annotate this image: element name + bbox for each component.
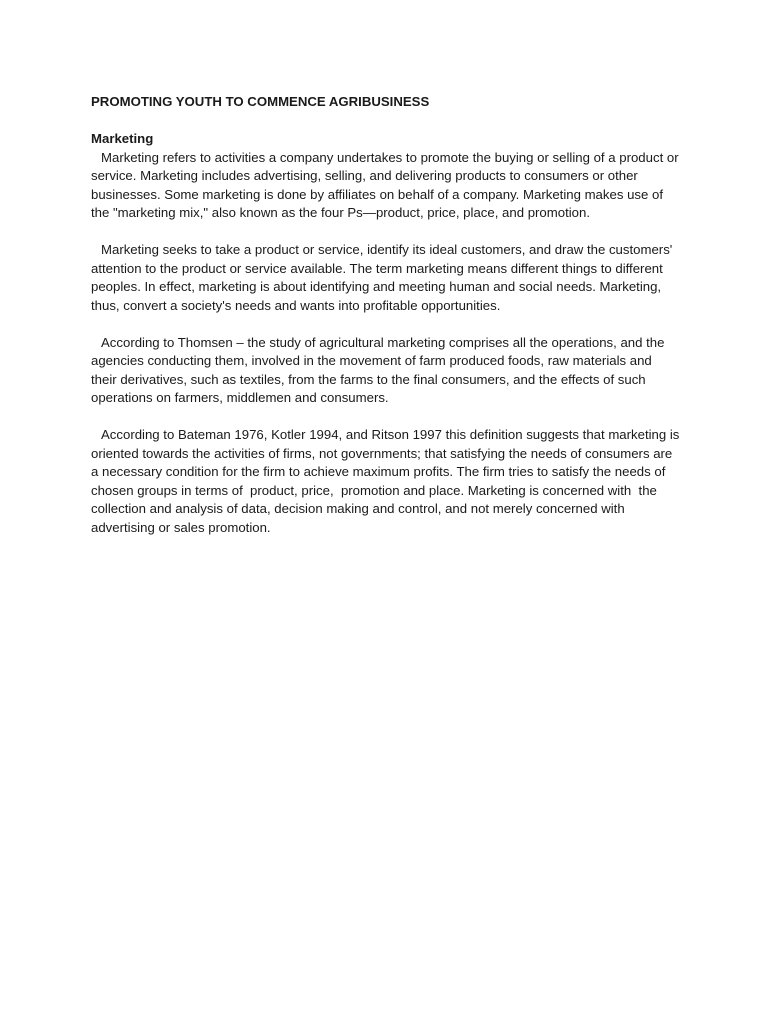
paragraph-definition: Marketing refers to activities a company undertakes to promote the buying or selling of a product or service. Marketing includes advertising, selling, and delivering products to consumers or other businesses. Some marketing is done by affiliates on behalf of a company. Marketing makes use of the "marketing mix," also known as the four Ps—product, price, place, and promotion. — [91, 149, 683, 220]
paragraph-thomsen: According to Thomsen – the study of agricultural marketing comprises all the operations, and the agencies conducting them, involved in the movement of farm produced foods, raw materials and their derivatives, such as textiles, from the farms to the final consumers, and the effects of such operations on farmers, middlemen and consumers. — [91, 334, 669, 405]
paragraph-bateman-kotler-ritson: According to Bateman 1976, Kotler 1994, and Ritson 1997 this definition suggests that marketing is oriented towards the activities of firms, not governments; that satisfying the needs of consumers are a necessary condition for the firm to achieve maximum profits. The firm tries to satisfy the needs of chosen groups in terms of product, price, promotion and place. Marketing is concerned with the collection and analysis of data, decision making and control, and not merely concerned with advertising or sales promotion. — [91, 427, 684, 535]
section-heading-marketing: Marketing — [91, 131, 154, 146]
document-title: PROMOTING YOUTH TO COMMENCE AGRIBUSINESS — [91, 94, 430, 109]
document-page — [91, 92, 684, 556]
paragraph-purpose: Marketing seeks to take a product or service, identify its ideal customers, and draw the customers' attention to the product or service available. The term marketing means different things to different peoples. In effect, marketing is about identifying and meeting human and social needs. Marketing, thus, convert a society's needs and wants into profitable opportunities. — [91, 242, 676, 313]
